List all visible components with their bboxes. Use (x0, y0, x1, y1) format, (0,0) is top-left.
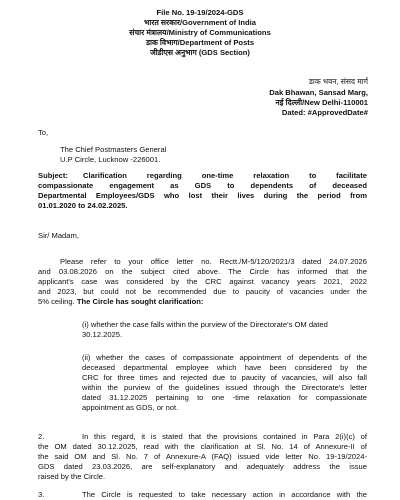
item-ii-line-3: CRC for three times and rejected due to paucity of vacancies, will also fall (82, 373, 367, 382)
salutation: Sir/ Madam, (38, 231, 79, 240)
addressee-line-2: U.P Circle, Lucknow -226001. (60, 155, 161, 164)
header-government: भारत सरकार/Government of India (144, 18, 256, 27)
para2-number: 2. (38, 432, 45, 441)
subject-line-3: Departmental Employees/GDS who lost their lives during the period from (38, 191, 367, 200)
para1-line-4: and 2023, but could not be recommended due to paucity of vacancies under the (38, 287, 367, 296)
para1-line-3: applicant's case was considered by the CRC against vacancy years 2021, 2022 (38, 277, 367, 286)
dated-line: Dated: #ApprovedDate# (281, 108, 368, 117)
item-i-line-2: 30.12.2025. (82, 330, 123, 339)
header-section: जीडीएस अनुभाग (GDS Section) (150, 48, 250, 57)
header-ministry: संचार मंत्रालय/Ministry of Communications (129, 28, 271, 37)
file-number: File No. 19-19/2024-GDS (156, 8, 244, 17)
para2-line-2: the OM dated 30.12.2025, read with the clarification at Sl. No. 14 of Annexure-II of (38, 442, 367, 451)
para2-line-4: GDS dated 23.03.2026, are self-explanatory and adequately address the issue (38, 462, 367, 471)
subject-line-4: 01.01.2020 to 24.02.2025. (38, 201, 128, 210)
item-i-line-1: (i) whether the case falls within the purview of the Directorate's OM dated (82, 320, 328, 329)
item-ii-line-6: appointment as GDS, or not. (82, 403, 179, 412)
para1-line-2: and 03.08.2026 on the subject cited above. The Circle has informed that the (38, 267, 367, 276)
item-ii-line-4: within the purview of the guidelines issued through the Directorate's letter (82, 383, 367, 392)
address-line-2: नई दिल्ली/New Delhi-110001 (275, 98, 368, 107)
para2-line-3: the said OM and Sl. No. 7 of Annexure-A (FAQ) issued vide letter No. 19-19/2024- (38, 452, 367, 461)
subject-line-2: compassionate engagement as GDS to dependents of deceased (38, 181, 367, 190)
subject-label: Subject: (38, 171, 68, 180)
para2-line-5: raised by the Circle. (38, 472, 106, 481)
item-ii-line-5: dated 31.12.2025 pertaining to one -time relaxation for compassionate (82, 393, 367, 402)
address-hindi: डाक भवन, संसद मार्ग (308, 77, 368, 86)
item-ii-line-2: deceased departmental employee which have been considered by the (82, 363, 367, 372)
para1-ceiling-text: 5% ceiling. (38, 297, 75, 306)
subject-line-1: Clarification regarding one-time relaxation to facilitate (83, 171, 367, 180)
addressee-line-1: The Chief Postmasters General (60, 145, 167, 154)
para1-line-1: Please refer to your office letter no. Rectt./M-5/120/2021/3 dated 24.07.2026 (60, 257, 367, 266)
para1-clarification-sought: The Circle has sought clarification: (76, 297, 204, 306)
item-ii-line-1: (ii) whether the cases of compassionate appointment of dependents of the (82, 353, 367, 362)
para3-number: 3. (38, 490, 45, 499)
para1-line-5 (38, 297, 203, 307)
address-line-1: Dak Bhawan, Sansad Marg, (269, 88, 368, 97)
to-label: To, (38, 128, 49, 137)
header-department: डाक विभाग/Department of Posts (145, 38, 255, 47)
para3-line-1: The Circle is requested to take necessary action in accordance with the (82, 490, 367, 499)
para2-line-1: In this regard, it is stated that the provisions contained in Para 2(i)(c) of (82, 432, 367, 441)
